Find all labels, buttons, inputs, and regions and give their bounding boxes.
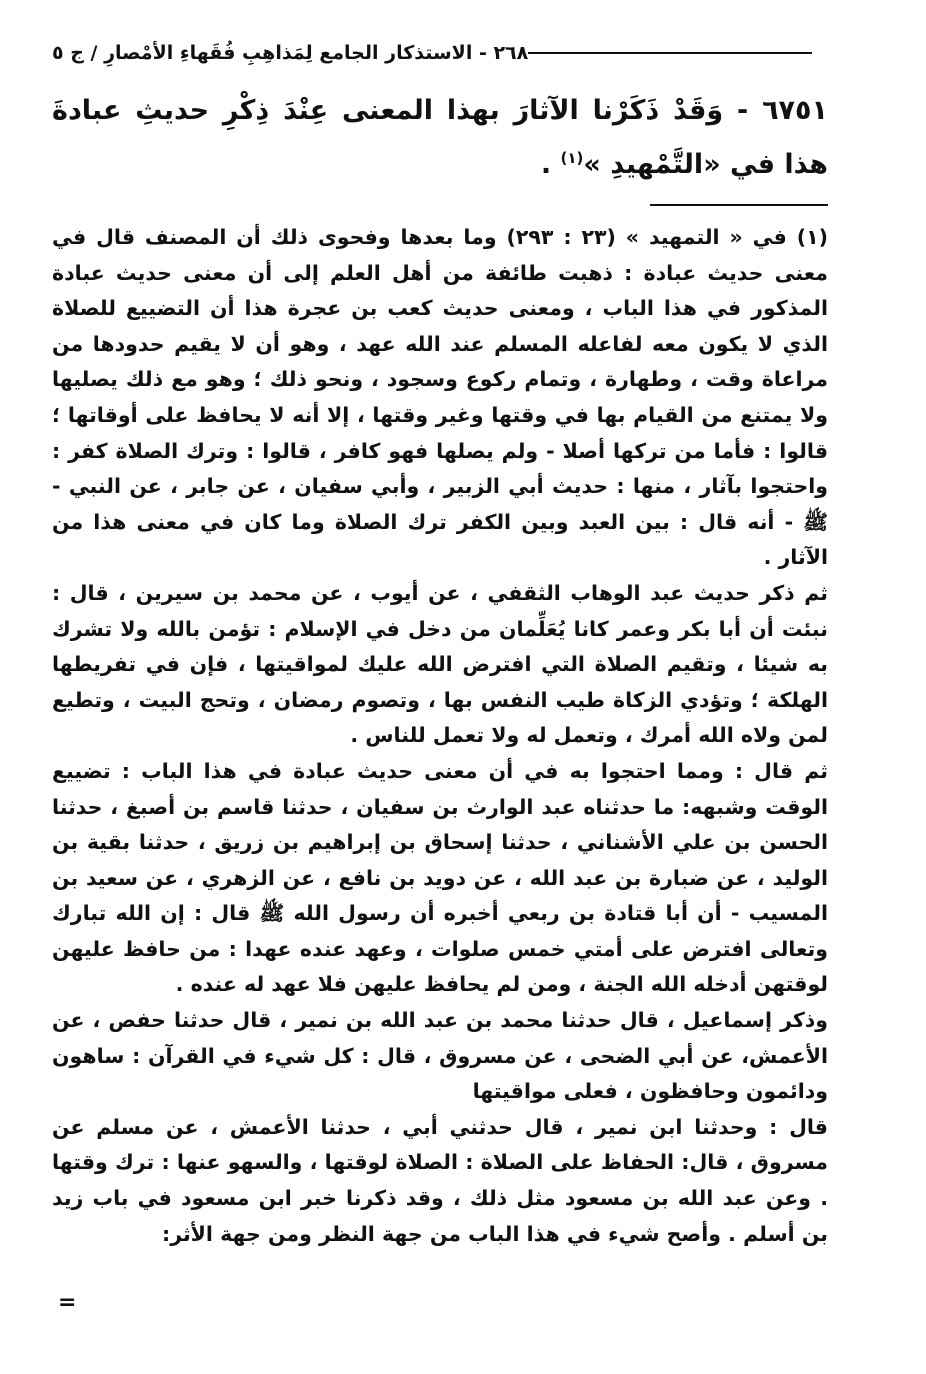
footnote-paragraph: ثم ذكر حديث عبد الوهاب الثقفي ، عن أيوب ، عن محمد بن سيرين ، قال : نبئت أن أبا بكر وعمر كانا يُعَلِّمان من دخل في الإسلام : تؤمن بالله ولا تشرك به شيئا ، وتقيم الصلاة التي افترض الله عليك لمواقيتها ، فإن في تفريطها الهلكة ؛ وتؤدي الزكاة طيب النفس بها ، وتصوم رمضان ، وتحج البيت ، وتطيع لمن ولاه الله أمرك ، وتعمل له ولا تعمل للناس . [52, 580, 828, 748]
footnote-number: (١) في « [729, 225, 828, 249]
footnote-paragraph: ثم قال : ومما احتجوا به في أن معنى حديث عبادة في هذا الباب : تضييع الوقت وشبهه: ما حدثناه عبد الوارث بن سفيان ، حدثنا قاسم بن أصبغ ، حدثنا الحسن بن علي الأشناني ، حدثنا إسحاق بن إبراهيم بن زريق ، حدثنا بقية بن الوليد ، عن ضبارة بن عبد الله ، عن دويد بن نافع ، عن الزهري ، عن سعيد بن المسيب - أن أبا قتادة بن ربعي أخبره أن رسول الله ﷺ قال : إن الله تبارك وتعالى افترض على أمتي خمس صلوات ، وعهد عنده عهدا : من حافظ عليهن لوقتهن أدخله الله الجنة ، ومن لم يحافظ عليهن فلا عهد له عنده . [52, 758, 828, 997]
footnote-paragraph: وذكر إسماعيل ، قال حدثنا محمد بن عبد الله بن نمير ، قال حدثنا حفص ، عن الأعمش، عن أبي الضحى ، عن مسروق ، قال : كل شيء في القرآن : ساهون ودائمون وحافظون ، فعلى مواقيتها [52, 1008, 828, 1104]
footnote-source-title: التمهيد [639, 225, 730, 249]
page-header [52, 36, 828, 70]
main-paragraph-text: ٦٧٥١ - وَقَدْ ذَكَرْنا الآثارَ بهذا المعنى عِنْدَ ذِكْرِ حديثِ عبادةَ هذا في «التَّمْهيدِ » [52, 95, 828, 180]
footnote-intro-text: » (٢٣ : ٢٩٣) وما بعدها وفحوى ذلك أن المصنف قال في معنى حديث عبادة : ذهبت طائفة من أهل العلم إلى أن معنى حديث عبادة المذكور في هذا الباب ، ومعنى حديث كعب بن عجرة هذا أن التضييع للصلاة الذي لا يكون معه لفاعله المسلم عند الله عهد ، وهو أن لا يقيم حدودها من مراعاة وقت ، وطهارة ، وتمام ركوع وسجود ، ونحو ذلك ؛ وهو مع ذلك يصليها ولا يمتنع من القيام بها في وقتها وغير وقتها ، إلا أنه لا يحافظ على أوقاتها ؛ قالوا : فأما من تركها أصلا - ولم يصلها فهو كافر ، قالوا : وترك الصلاة كفر : واحتجوا بآثار ، منها : حديث أبي الزبير ، وأبي سفيان ، عن جابر ، عن النبي - ﷺ - أنه قال : بين العبد وبين الكفر ترك الصلاة وما كان في معنى هذا من الآثار . [52, 225, 828, 570]
running-header: ٢٦٨ - الاستذكار الجامع لِمَذاهِبِ فُقَهاءِ الأمْصارِ / ج ٥ [52, 42, 529, 64]
main-paragraph [52, 84, 828, 192]
footnote-1-intro [52, 220, 828, 576]
footnote-reference: (١) [560, 149, 584, 167]
footnote-paragraph: قال : وحدثنا ابن نمير ، قال حدثني أبي ، حدثنا الأعمش ، عن مسلم عن مسروق ، قال: الحفاظ على الصلاة : الصلاة لوقتها ، والسهو عنها : ترك وقتها . وعن عبد الله بن مسعود مثل ذلك ، وقد ذكرنا خبر ابن مسعود في باب زيد بن أسلم . وأصح شيء في هذا الباب من جهة النظر ومن جهة الأثر: [52, 1114, 828, 1246]
footnote-separator [650, 204, 828, 206]
header-rule [528, 52, 812, 54]
footnotes-section [52, 220, 828, 1252]
main-paragraph-end: . [540, 149, 561, 180]
continuation-mark: = [58, 1290, 77, 1315]
